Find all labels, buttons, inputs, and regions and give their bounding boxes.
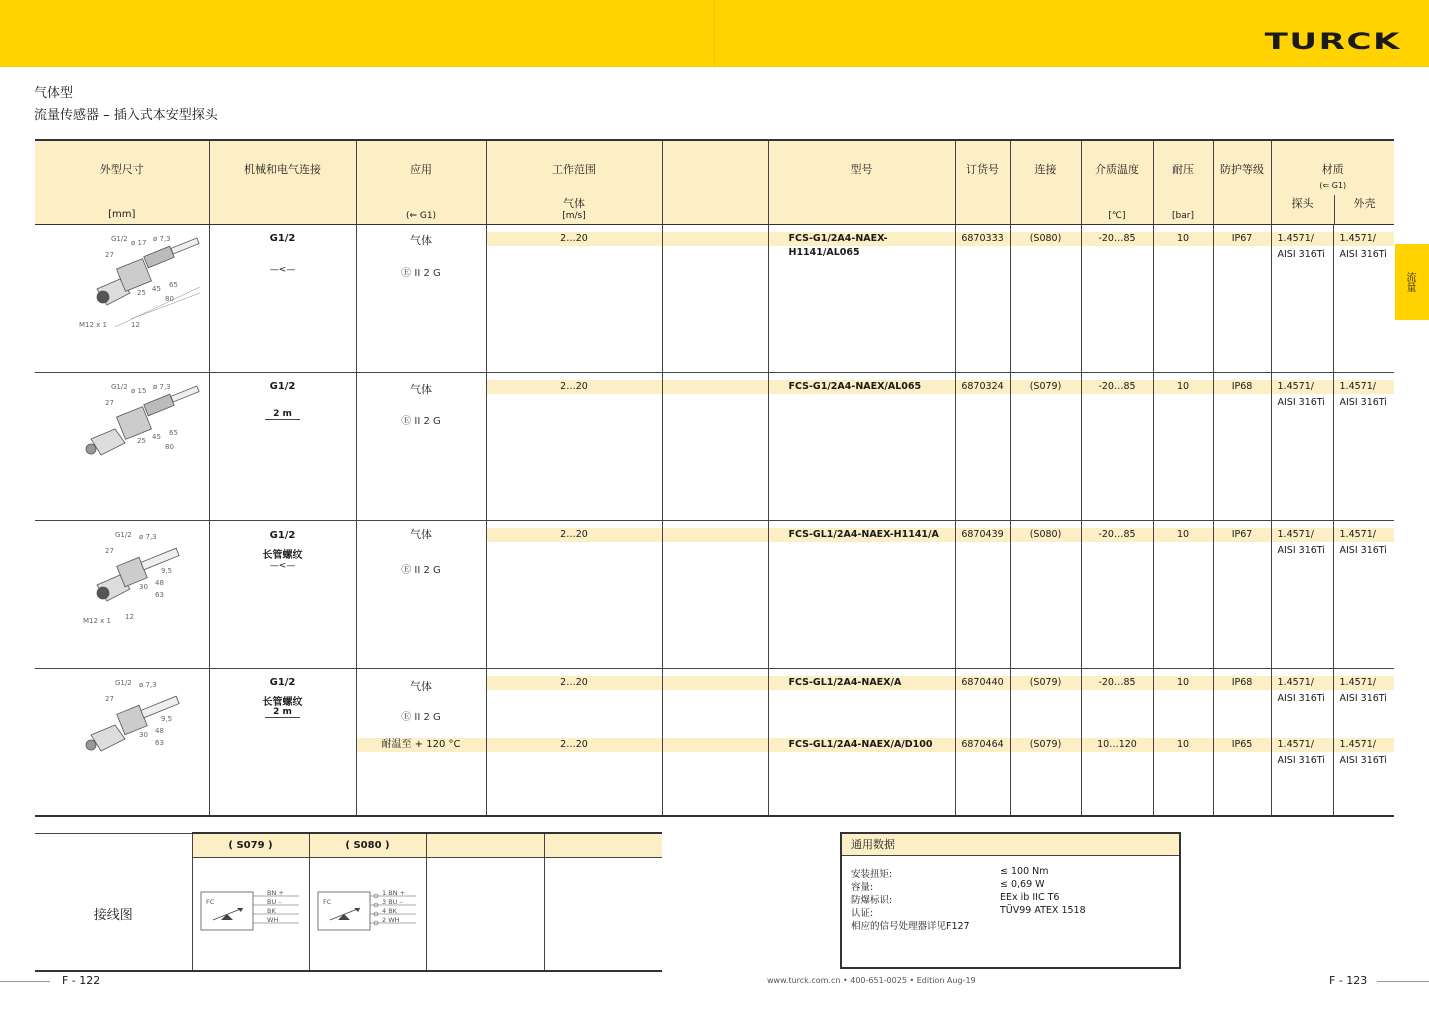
general-data-label: 防爆标识: xyxy=(851,895,893,906)
svg-text:ø 7,3: ø 7,3 xyxy=(153,234,171,243)
svg-text:3 BU –: 3 BU – xyxy=(381,897,403,906)
svg-text:ø 7,3: ø 7,3 xyxy=(139,532,157,541)
atex-marking: Ⓔ II 2 G xyxy=(401,564,441,576)
product-row: G1/2 ø 15 ø 7,3 27 25 45 65 80 G1/2 2 m 气体 Ⓔ II 2 G 2…20 FCS-G1/2A4-NAEX/AL065 6870324 (S079) -20…85 10 IP68 1.4571/ AISI 316Ti 1.4571/ AISI 316Ti xyxy=(35,372,1394,520)
svg-text:30: 30 xyxy=(139,730,148,739)
pressure-value: 10 xyxy=(1176,232,1190,244)
atex-marking: Ⓔ II 2 G xyxy=(401,415,441,427)
ip-value: IP67 xyxy=(1231,232,1253,244)
temp-value: -20…85 xyxy=(1098,676,1136,688)
type-code[interactable]: FCS-GL1/2A4-NAEX/A/D100 xyxy=(788,738,933,750)
page-number-right: F - 123 xyxy=(1329,974,1368,987)
svg-text:G1/2: G1/2 xyxy=(115,678,132,687)
application-label: 气体 xyxy=(410,233,432,247)
wiring-s079-title: ( S079 ) xyxy=(192,833,309,857)
svg-text:80: 80 xyxy=(165,442,174,451)
cable-symbol-icon: 2 m xyxy=(210,707,356,718)
top-banner xyxy=(0,0,1429,67)
housing-material: 1.4571/ xyxy=(1339,232,1376,244)
wiring-s080-title: ( S080 ) xyxy=(309,833,426,857)
ident-number: 6870439 xyxy=(961,528,1004,540)
svg-text:12: 12 xyxy=(125,612,134,621)
product-row: G1/2 ø 7,3 27 9,5 30 48 63 M12 x 1 12 G1/2 长管螺纹 —<— 气体 Ⓔ II 2 G 2…20 FCS-GL1/2A4-NAEX-H1141/A 6870439 (S080) -20…85 10 IP67 1.4571/ AISI 316Ti 1.4571/ AISI 316Ti xyxy=(35,520,1394,668)
svg-text:G1/2: G1/2 xyxy=(111,382,128,391)
probe-material: 1.4571/ xyxy=(1277,232,1314,244)
temp-value: -20…85 xyxy=(1098,380,1136,392)
conn-code: (S079) xyxy=(1029,380,1062,392)
range-value: 2…20 xyxy=(560,380,588,392)
svg-text:BN +: BN + xyxy=(266,888,284,897)
type-code[interactable]: FCS-GL1/2A4-NAEX-H1141/A xyxy=(788,528,939,540)
ip-value: IP65 xyxy=(1231,738,1253,750)
ip-value: IP67 xyxy=(1231,528,1253,540)
svg-text:BU –: BU – xyxy=(266,897,282,906)
svg-text:ø 7,3: ø 7,3 xyxy=(139,680,157,689)
housing-material: 1.4571/ xyxy=(1339,676,1376,688)
thread-label: G1/2 xyxy=(269,380,296,392)
product-row: G1/2 ø 7,3 27 9,5 30 48 63 G1/2 长管螺纹 2 m 气体 Ⓔ II 2 G 耐温至 + 120 °C 2…20 2…20 FCS-GL1/2A4-NAEX/A FCS-GL1/2A4-NAEX/A/D100 6870440 6870464 (S079) (S079) -20…85 10…120 10 10 IP68 IP65 1.4571/ AISI 316Ti 1.4571/ AISI 316Ti 1.4571/ AISI 316Ti 1.4571/ AISI 316Ti xyxy=(35,668,1394,816)
general-data-value: ≤ 100 Nm xyxy=(1000,866,1049,877)
connector-symbol-icon: —<— xyxy=(269,560,296,571)
general-data-value: ≤ 0,69 W xyxy=(1000,879,1045,890)
svg-text:FC: FC xyxy=(322,897,331,906)
svg-text:1 BN +: 1 BN + xyxy=(381,888,405,897)
header-type: 型号 xyxy=(768,140,955,224)
header-temp: 介质温度 [℃] xyxy=(1081,140,1153,224)
general-data-title: 通用数据 xyxy=(842,834,1179,856)
application-label: 气体 xyxy=(410,679,432,693)
probe-material: 1.4571/ xyxy=(1277,380,1314,392)
application-cell xyxy=(356,668,486,816)
pressure-value: 10 xyxy=(1176,738,1190,750)
type-code[interactable]: FCS-G1/2A4-NAEX-H1141/AL065 xyxy=(788,232,888,258)
sensor-drawing-icon xyxy=(75,379,205,479)
thread-label: G1/2 xyxy=(269,676,296,688)
svg-text:12: 12 xyxy=(131,320,140,329)
svg-text:ø 7,3: ø 7,3 xyxy=(153,382,171,391)
svg-text:ø 17: ø 17 xyxy=(131,238,147,247)
conn-code: (S080) xyxy=(1029,232,1062,244)
svg-text:M12 x 1: M12 x 1 xyxy=(83,616,111,625)
range-value: 2…20 xyxy=(560,738,588,750)
temp-value: -20…85 xyxy=(1098,528,1136,540)
side-tab[interactable] xyxy=(1395,244,1429,320)
range-value: 2…20 xyxy=(560,528,588,540)
svg-text:25: 25 xyxy=(137,288,146,297)
general-data-value: EEx ib IIC T6 xyxy=(1000,892,1060,903)
svg-text:45: 45 xyxy=(152,284,161,293)
wiring-label: 接线图 xyxy=(35,857,192,971)
header-ident: 订货号 xyxy=(955,140,1010,224)
pressure-value: 10 xyxy=(1176,676,1190,688)
svg-text:65: 65 xyxy=(169,280,178,289)
svg-text:ø 15: ø 15 xyxy=(131,386,147,395)
connection-cell xyxy=(209,668,356,816)
header-application: 应用 (⇐ G1) xyxy=(356,140,486,224)
application-cell xyxy=(356,520,486,668)
svg-text:4 BK: 4 BK xyxy=(381,906,397,915)
general-data-value: TÜV99 ATEX 1518 xyxy=(1000,905,1086,916)
sensor-drawing-icon xyxy=(75,527,205,637)
temp-value: -20…85 xyxy=(1098,232,1136,244)
connection-cell xyxy=(209,224,356,372)
connection-cell xyxy=(209,520,356,668)
svg-text:48: 48 xyxy=(155,726,164,735)
wiring-diagram-s079 xyxy=(192,857,309,971)
temp-value: 10…120 xyxy=(1097,738,1137,750)
application-cell xyxy=(356,372,486,520)
dimension-drawing xyxy=(35,668,209,816)
svg-text:30: 30 xyxy=(139,582,148,591)
range-value: 2…20 xyxy=(560,676,588,688)
svg-text:25: 25 xyxy=(137,436,146,445)
atex-marking: Ⓔ II 2 G xyxy=(401,711,441,723)
wiring-diagram-s080 xyxy=(309,857,426,971)
svg-text:27: 27 xyxy=(105,398,114,407)
header-conn: 连接 xyxy=(1010,140,1081,224)
svg-text:27: 27 xyxy=(105,694,114,703)
thread-label: G1/2 xyxy=(269,529,296,541)
wiring-s080-icon xyxy=(316,882,426,942)
general-data-label: 认证: xyxy=(851,908,874,919)
ip-value: IP68 xyxy=(1231,380,1253,392)
ident-number: 6870464 xyxy=(961,738,1004,750)
svg-text:M12 x 1: M12 x 1 xyxy=(79,320,107,329)
ident-number: 6870333 xyxy=(961,232,1004,244)
application-label: 气体 xyxy=(410,527,432,541)
svg-text:63: 63 xyxy=(155,590,164,599)
header-material: 材质 (⇐ G1) 探头 外壳 xyxy=(1271,140,1394,224)
connection-cell xyxy=(209,372,356,520)
general-data-box xyxy=(840,832,1181,969)
wiring-s079-icon xyxy=(199,882,309,942)
ip-value: IP68 xyxy=(1231,676,1253,688)
type-code[interactable]: FCS-GL1/2A4-NAEX/A xyxy=(788,676,902,688)
pressure-value: 10 xyxy=(1176,380,1190,392)
dimension-drawing xyxy=(35,372,209,520)
svg-text:48: 48 xyxy=(155,578,164,587)
header-range: 工作范围 气体 [m/s] xyxy=(486,140,662,224)
svg-text:45: 45 xyxy=(152,432,161,441)
header-connection: 机械和电气连接 xyxy=(209,140,356,224)
application-label: 气体 xyxy=(410,382,432,396)
thread-type: 长管螺纹 xyxy=(262,696,303,708)
category-label: 气体型 xyxy=(34,86,74,101)
application-cell xyxy=(356,224,486,372)
housing-material: 1.4571/ xyxy=(1339,380,1376,392)
svg-text:9,5: 9,5 xyxy=(161,714,173,723)
probe-material: 1.4571/ xyxy=(1277,528,1314,540)
svg-text:FC: FC xyxy=(205,897,214,906)
svg-text:80: 80 xyxy=(165,294,174,303)
sensor-drawing-icon xyxy=(75,675,205,775)
atex-marking: Ⓔ II 2 G xyxy=(401,267,441,279)
conn-code: (S080) xyxy=(1029,528,1062,540)
svg-text:BK: BK xyxy=(266,906,276,915)
general-data-note[interactable]: 相应的信号处理器详见F127 xyxy=(851,921,970,932)
sensor-drawing-icon xyxy=(75,231,205,341)
ident-number: 6870324 xyxy=(961,380,1004,392)
cable-symbol-icon: 2 m xyxy=(210,409,356,420)
dimension-drawing xyxy=(35,520,209,668)
product-row: G1/2 ø 17 ø 7,3 27 25 45 65 80 M12 x 1 12 G1/2 —<— 气体 Ⓔ II 2 G 2…20 FCS-G1/2A4-NAEX-H1141/AL065 6870333 (S080) -20…85 10 IP67 1.4571/ AISI 316Ti 1.4571/ AISI 316Ti xyxy=(35,224,1394,372)
ident-number: 6870440 xyxy=(961,676,1004,688)
page-title: 流量传感器 – 插入式本安型探头 xyxy=(34,108,218,123)
application-variant: 耐温至 + 120 °C xyxy=(381,738,461,750)
svg-text:27: 27 xyxy=(105,250,114,259)
connector-symbol-icon: —<— xyxy=(269,264,296,275)
header-empty xyxy=(662,140,768,224)
svg-text:65: 65 xyxy=(169,428,178,437)
header-dimensions: 外型尺寸 [mm] xyxy=(35,140,209,224)
svg-text:2 WH: 2 WH xyxy=(381,915,400,924)
thread-label: G1/2 xyxy=(269,232,296,244)
wiring-table xyxy=(35,832,662,972)
range-value: 2…20 xyxy=(560,232,588,244)
page-number-left: F - 122 xyxy=(62,974,101,987)
general-data-label: 安装扭矩: xyxy=(851,869,893,880)
svg-text:63: 63 xyxy=(155,738,164,747)
header-pressure: 耐压 [bar] xyxy=(1153,140,1213,224)
housing-material: 1.4571/ xyxy=(1339,528,1376,540)
header-protection: 防护等级 xyxy=(1213,140,1271,224)
general-data-label: 容量: xyxy=(851,882,874,893)
pressure-value: 10 xyxy=(1176,528,1190,540)
turck-logo: TURCK xyxy=(1264,30,1401,55)
svg-text:G1/2: G1/2 xyxy=(115,530,132,539)
type-code[interactable]: FCS-G1/2A4-NAEX/AL065 xyxy=(788,380,922,392)
probe-material: 1.4571/ xyxy=(1277,676,1314,688)
footer-website[interactable]: www.turck.com.cn • 400-651-0025 • Edition Aug-19 xyxy=(767,976,976,985)
banner-divider xyxy=(714,0,715,67)
thread-type: 长管螺纹 xyxy=(262,549,303,561)
dimension-drawing xyxy=(35,224,209,372)
housing-material: 1.4571/ xyxy=(1339,738,1376,750)
svg-text:9,5: 9,5 xyxy=(161,566,173,575)
svg-text:WH: WH xyxy=(266,915,278,924)
side-tab-label: 流量 xyxy=(1404,272,1415,292)
conn-code: (S079) xyxy=(1029,676,1062,688)
svg-text:27: 27 xyxy=(105,546,114,555)
svg-text:G1/2: G1/2 xyxy=(111,234,128,243)
conn-code: (S079) xyxy=(1029,738,1062,750)
product-table xyxy=(35,139,1394,817)
probe-material: 1.4571/ xyxy=(1277,738,1314,750)
